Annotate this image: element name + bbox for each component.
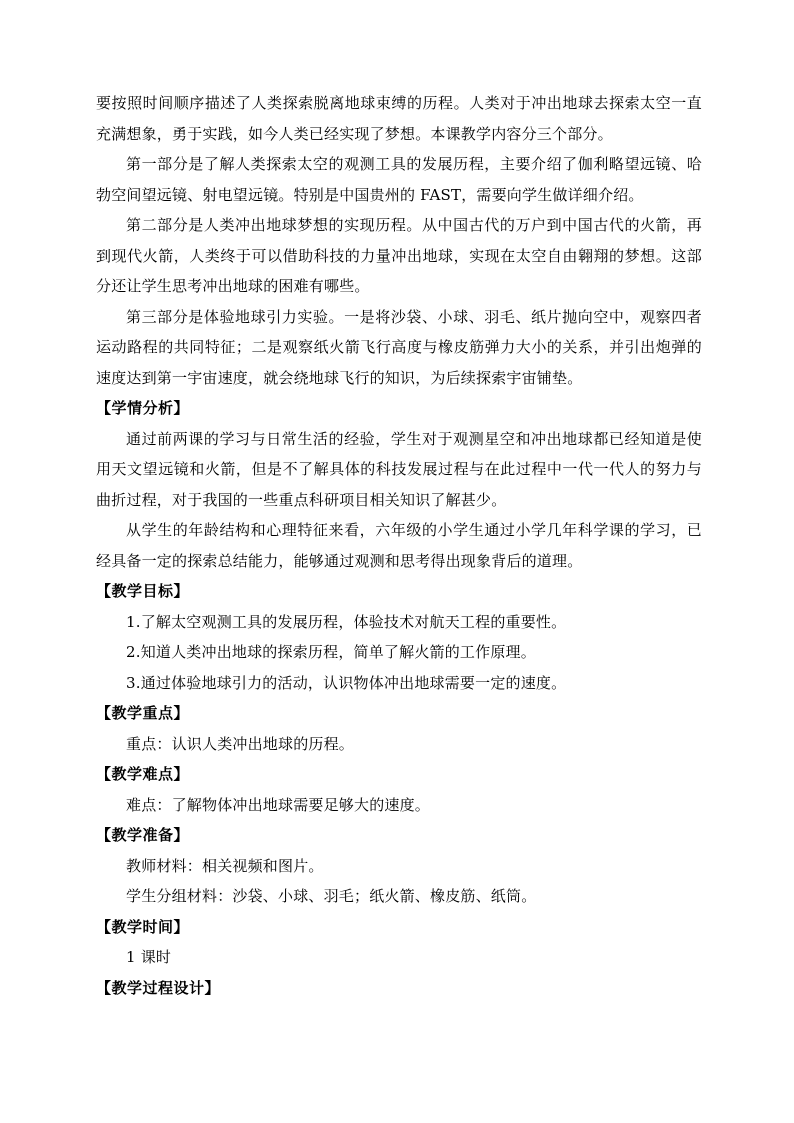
difficulties-heading: 【教学难点】 xyxy=(96,765,190,783)
key-points-heading: 【教学重点】 xyxy=(96,704,190,722)
preparation-teacher-materials: 教师材料：相关视频和图片。 xyxy=(126,856,324,875)
preparation-heading: 【教学准备】 xyxy=(96,826,190,844)
student-analysis-heading: 【学情分析】 xyxy=(96,399,190,417)
part3-paragraph: 第三部分是体验地球引力实验。一是将沙袋、小球、羽毛、纸片抛向空中，观察四者运动路程的共同特征；二是观察纸火箭飞行高度与橡皮筋弹力大小的关系，并引出炮弹的速度达到第一宇宙速度，就会绕地球飞行的知识，为后续探索宇宙铺垫。 xyxy=(96,307,702,387)
student-analysis-paragraph-2: 从学生的年龄结构和心理特征来看，六年级的小学生通过小学几年科学课的学习，已经具备一定的探索总结能力，能够通过观测和思考得出现象背后的道理。 xyxy=(96,521,702,570)
time-text: 1 课时 xyxy=(126,948,172,966)
goal-item-3: 3.通过体验地球引力的活动，认识物体冲出地球需要一定的速度。 xyxy=(126,673,567,692)
goal-item-1: 1.了解太空观测工具的发展历程，体验技术对航天工程的重要性。 xyxy=(126,612,567,631)
intro-paragraph: 要按照时间顺序描述了人类探索脱离地球束缚的历程。人类对于冲出地球去探索太空一直充满想象，勇于实践，如今人类已经实现了梦想。本课教学内容分三个部分。 xyxy=(96,94,702,143)
preparation-student-materials: 学生分组材料：沙袋、小球、羽毛；纸火箭、橡皮筋、纸筒。 xyxy=(126,887,537,905)
goals-heading: 【教学目标】 xyxy=(96,582,190,600)
part2-paragraph: 第二部分是人类冲出地球梦想的实现历程。从中国古代的万户到中国古代的火箭，再到现代火箭，人类终于可以借助科技的力量冲出地球，实现在太空自由翱翔的梦想。这部分还让学生思考冲出地球的困难有哪些。 xyxy=(96,216,702,295)
key-points-text: 重点：认识人类冲出地球的历程。 xyxy=(126,734,355,753)
student-analysis-paragraph-1: 通过前两课的学习与日常生活的经验，学生对于观测星空和冲出地球都已经知道是使用天文望远镜和火箭，但是不了解具体的科技发展过程与在此过程中一代一代人的努力与曲折过程，对于我国的一些重点科研项目相关知识了解甚少。 xyxy=(96,429,702,509)
difficulties-text: 难点：了解物体冲出地球需要足够大的速度。 xyxy=(126,795,431,814)
time-heading: 【教学时间】 xyxy=(96,917,190,936)
part1-paragraph: 第一部分是了解人类探索太空的观测工具的发展历程，主要介绍了伽利略望远镜、哈勃空间望远镜、射电望远镜。特别是中国贵州的 FAST，需要向学生做详细介绍。 xyxy=(96,155,702,204)
document-page xyxy=(96,88,702,1003)
process-heading: 【教学过程设计】 xyxy=(96,978,221,997)
goal-item-2: 2.知道人类冲出地球的探索历程，简单了解火箭的工作原理。 xyxy=(126,643,536,661)
